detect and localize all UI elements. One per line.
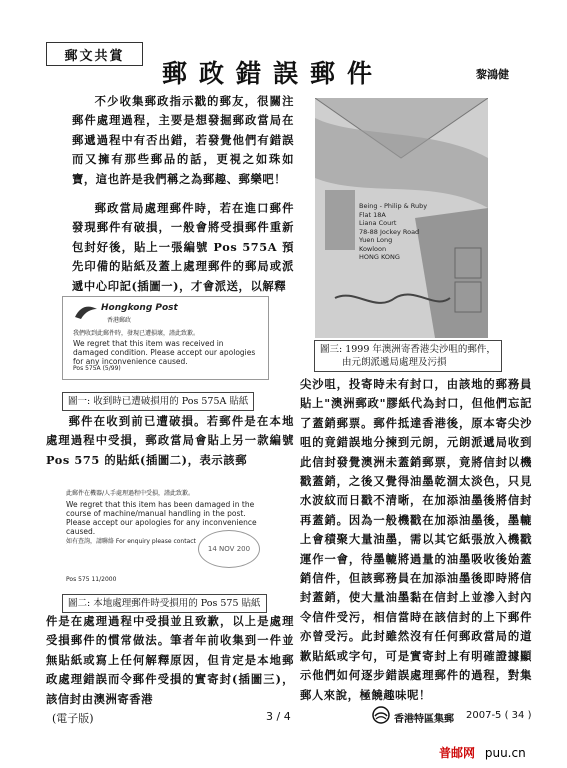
figure-1-caption: 圖一: 收到時已遭破損用的 Pos 575A 貼紙 [62,392,254,411]
right-text [300,375,532,705]
sticker-code: Pos 575 11/2000 [66,576,117,583]
page-title: 郵政錯誤郵件 [162,59,385,88]
envelope-address: Being - Philip & Ruby Flat 18A Liana Court 78-88 Jockey Road Yuen Long Kowloon HONG KONG [359,202,428,261]
figure-1-sticker [62,296,269,380]
paragraph-1: 不少收集郵政指示戳的郵友，很關注郵件處理過程，主要是想發掘郵政當局在郵遞過程中有否出錯，若發覺他們有錯誤而又擁有那些郵品的話，更視之如珠如寶，這也許是我們稱之為郵趣、郵樂吧！ [72,94,294,186]
paragraph-3: 郵件在收到前已遭破損。若郵件是在本地處理過程中受損，郵政當局會貼上另一款編號 Pos 575 的貼紙(插圖二)，表示該郵 [46,414,294,467]
paragraph-5: 尖沙咀，投寄時未有封口，由該地的郵務員貼上"澳洲郵政"膠紙代為封口，但他們忘記了蓋銷郵票。郵件抵達香港後，原本寄尖沙咀的竟錯誤地分揀到元朗，元朗派遞局收到此信封發覺澳洲未蓋銷郵票，竟將信封以機戳蓋銷，之後又覺得油墨乾涸太淡色，只見水波紋而日戳不清晰，在加添油墨後將信封再蓋銷。因為一般機戳在加添油墨後，墨轆上會積聚大量油墨，需以其它紙張放入機戳運作一會，待墨轆將過量的油墨吸收後始蓋銷信件，但該郵務員在加添油墨後即時將信封蓋銷，使大量油墨黏在信封上並滲入封內令信件受污，相信當時在該信封的上下郵件亦曾受污。此封雖然沒有任何郵政當局的道歉貼紙或字句，可是實寄封上有明確證據顯示他們如何逐步錯誤處理郵件的過程，對集郵人來說，極饒趣味呢！ [300,377,532,702]
notice-cn-line: 此郵件在機器/人手處理過程中受損，謹此致歉。 [66,490,195,497]
left-text-middle [46,412,294,470]
post-bird-icon [73,303,99,321]
page-number: 3 / 4 [266,710,291,723]
hongkong-post-logo [73,303,99,325]
figure-2-caption: 圖二: 本地處理郵件時受損用的 Pos 575 貼紙 [62,594,267,613]
watermark [439,744,526,761]
author-name: 黎鴻健 [476,68,509,81]
issue-number: 2007-5 ( 34 ) [466,710,532,721]
intro-text [72,92,294,296]
figure-3-envelope [315,98,488,338]
notice-cn-line: 我們收到此郵件時，發現已遭損壞，謹此致歉。 [73,330,200,337]
brand-name-cn: 香港郵政 [107,317,132,324]
watermark-url: puu.cn [484,746,526,760]
enquiry-line: 如有查詢，請聯絡 For enquiry please contact [66,538,196,545]
org-name: 香港特區集郵 [394,714,454,725]
paragraph-4: 件是在處理過程中受損並且致歉，以上是處理受損郵件的慣常做法。筆者年前收集到一件並無貼紙或寫上任何解釋原因，但肯定是本地郵政處理錯誤而令郵件受損的實寄封(插圖三)，該信封由澳洲寄香港 [46,614,294,706]
figure-3-caption-line-1: 圖三: 1999 年澳洲寄香港尖沙咀的郵件， [320,344,496,355]
notice-en-text: We regret that this item was received in damaged condition. Please accept our apologies for any inconvenience caused. [73,339,256,366]
sticker-code: Pos 575A (5/99) [73,365,121,372]
watermark-cn: 普邮网 [439,746,476,760]
postmark: 14 NOV 200 [198,530,260,568]
edition-label: (電子版) [52,712,94,725]
brand-name: Hongkong Post [101,303,178,313]
left-text-bottom [46,612,294,709]
figure-2-sticker [62,484,267,590]
org-logo-icon [372,706,390,724]
section-label: 郵文共賞 [46,42,143,66]
paragraph-2: 郵政當局處理郵件時，若在進口郵件發現郵件有破損，一般會將受損郵件重新包封好後，貼上一張編號 Pos 575A 預先印備的貼紙及蓋上處理郵件的郵局或派遞中心印記(插圖一)，才會派送，以解釋 [72,201,294,293]
figure-3-caption-line-2: 由元朗派遞局處理及污損 [342,357,447,368]
figure-3-caption [314,340,502,372]
notice-en-text: We regret that this item has been damaged in the course of machine/manual handling in the post. Please accept our apologies for any inconvenience caused. [66,500,257,536]
org-logo [372,706,390,724]
